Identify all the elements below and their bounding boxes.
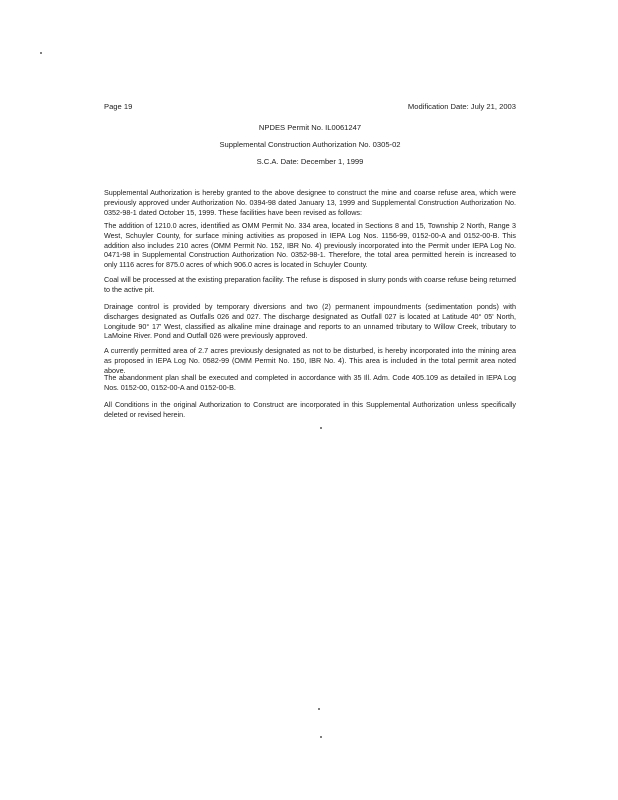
body-paragraph: Supplemental Authorization is hereby granted to the above designee to construct the mine and coarse refuse area, which were previously approved under Authorization No. 0394-98 dated January 13, 1999 and Supplemental Construction Authorization No. 0352-98-1 dated October 15, 1999. These facilities have been revised as follows: bbox=[104, 188, 516, 217]
scan-speck bbox=[40, 52, 42, 54]
modification-date: Modification Date: July 21, 2003 bbox=[407, 102, 516, 111]
body-paragraph: The abandonment plan shall be executed and completed in accordance with 35 Ill. Adm. Code 405.109 as detailed in IEPA Log Nos. 0152-00, 0152-00-A and 0152-00-B. bbox=[104, 373, 516, 392]
permit-number: NPDES Permit No. IL0061247 bbox=[258, 123, 362, 132]
authorization-number: Supplemental Construction Authorization No. 0305-02 bbox=[219, 140, 401, 149]
body-paragraph: A currently permitted area of 2.7 acres previously designated as not to be disturbed, is hereby incorporated into the mining area as proposed in IEPA Log No. 0582-99 (OMM Permit No. 150, IBR No. 4). This area is included in the total permit area noted above. bbox=[104, 346, 516, 375]
scan-speck bbox=[320, 736, 322, 738]
page-number: Page 19 bbox=[104, 102, 133, 111]
body-paragraph: Coal will be processed at the existing preparation facility. The refuse is disposed in slurry ponds with coarse refuse being returned to the active pit. bbox=[104, 275, 516, 294]
body-paragraph: All Conditions in the original Authorization to Construct are incorporated in this Supplemental Authorization unless specifically deleted or revised herein. bbox=[104, 400, 516, 419]
page-header bbox=[104, 101, 516, 113]
authorization-date: S.C.A. Date: December 1, 1999 bbox=[256, 157, 364, 166]
scan-speck bbox=[320, 427, 322, 429]
body-paragraph: Drainage control is provided by temporary diversions and two (2) permanent impoundments (sedimentation ponds) with discharges designated as Outfalls 026 and 027. The discharge designated as Outfall 027 is located at Latitude 40° 05' North, Longitude 90° 17' West, classified as alkaline mine drainage and reports to an unnamed tributary to Willow Creek, tributary to LaMoine River. Pond and Outfall 026 were previously approved. bbox=[104, 302, 516, 341]
scan-speck bbox=[318, 708, 320, 710]
body-paragraph: The addition of 1210.0 acres, identified as OMM Permit No. 334 area, located in Sections 8 and 15, Township 2 North, Range 3 West, Schuyler County, for surface mining activities as proposed in IEPA Log Nos. 1156-99, 0152-00-A and 0152-00-B. This addition also includes 210 acres (OMM Permit No. 152, IBR No. 4) previously incorporated into the Permit under IEPA Log No. 0471-98 in Supplemental Construction Authorization No. 0352-98-1. Therefore, the total area permitted herein is increased to only 1116 acres for 875.0 acres of which 906.0 acres is located in Schuyler County. bbox=[104, 221, 516, 269]
